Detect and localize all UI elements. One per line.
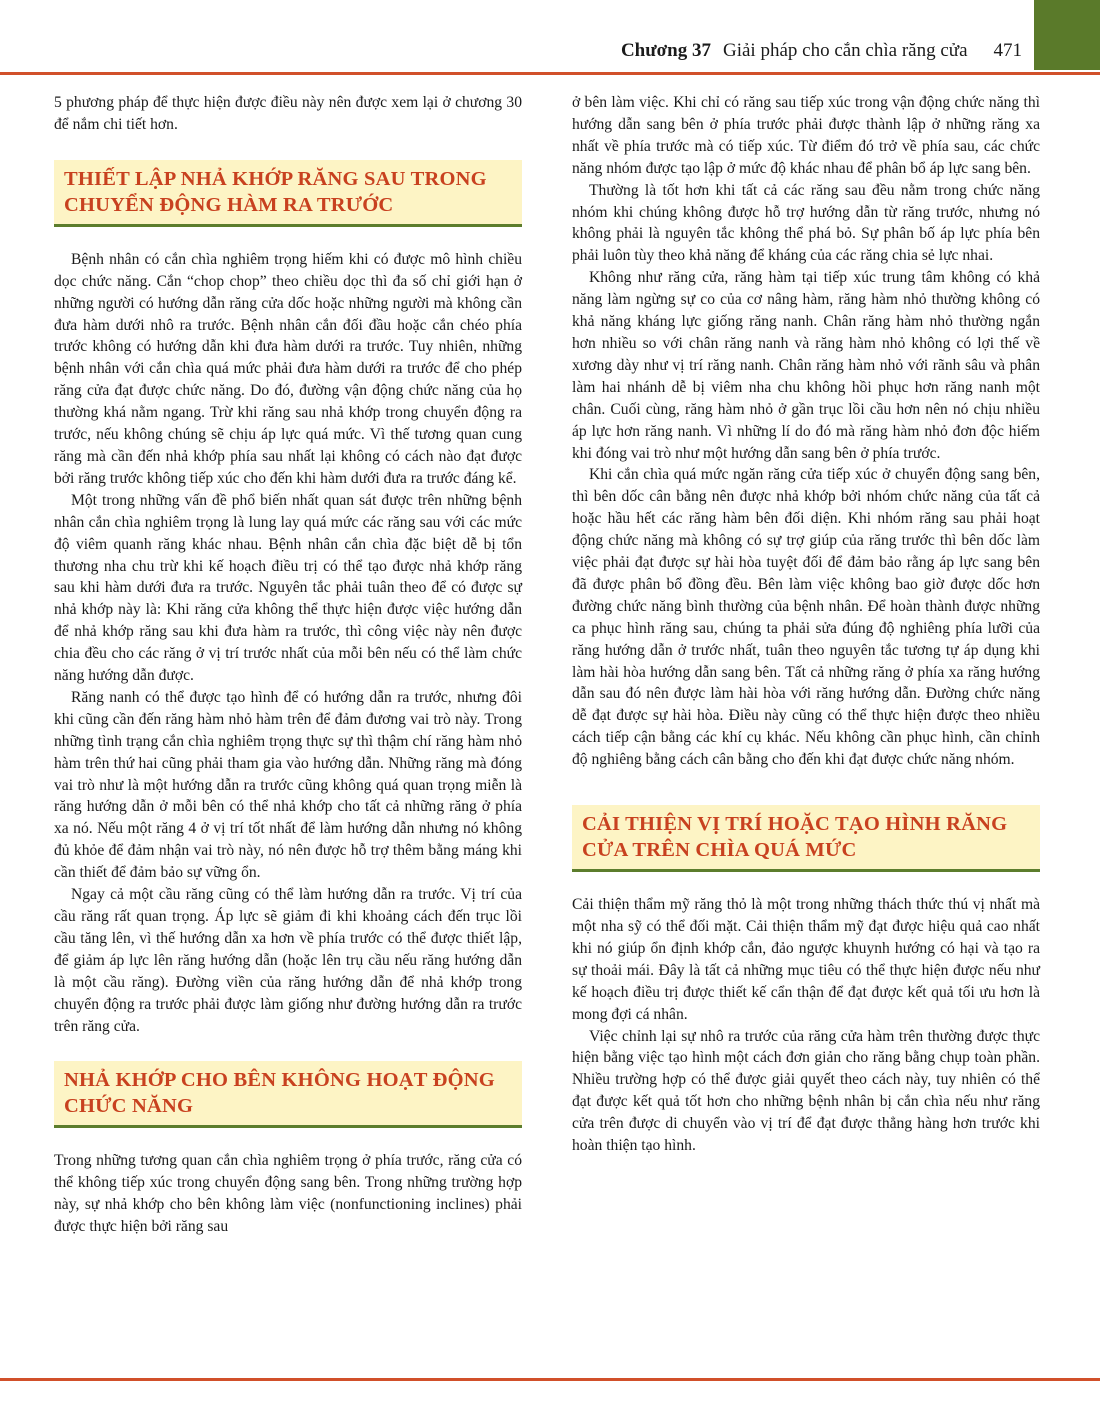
section-heading-posterior-disclusion: THIẾT LẬP NHẢ KHỚP RĂNG SAU TRONG CHUYỂN ĐỘNG HÀM RA TRƯỚC (54, 160, 522, 227)
body-paragraph: Thường là tốt hơn khi tất cả các răng sau đều nằm trong chức năng nhóm khi chúng không được hỗ trợ hướng dẫn từ răng trước, nhưng nó không phải là nguyên tắc không thể phá bỏ. Sự phân bố áp lực phía bên phải luôn tùy theo khả năng để kháng của các răng chia sẻ lực nhai. (572, 181, 1040, 265)
body-paragraph: Răng nanh có thể được tạo hình để có hướng dẫn ra trước, nhưng đôi khi cũng cần đến răng hàm nhỏ hàm trên để đảm đương vai trò này. Trong những tình trạng cắn chìa nghiêm trọng thực sự thì thậm chí răng hàm nhỏ hàm trên thứ hai cũng phải tham gia vào hướng dẫn. Những răng mà đóng vai trò như là một hướng dẫn ra trước cũng không quá quan trọng miễn là răng hướng dẫn ở mỗi bên có thể nhả khớp cho tất cả những răng ở phía xa nó. Nếu một răng 4 ở vị trí tốt nhất để làm hướng dẫn nhưng nó không đủ khỏe để đảm nhận vai trò này, nó nên được hỗ trợ thêm bằng máng khi cần thiết để đảm bảo sự vững ổn. (54, 688, 522, 882)
footer-rule (0, 1378, 1100, 1381)
chapter-color-tab (1034, 0, 1100, 70)
body-paragraph: Cải thiện thẩm mỹ răng thỏ là một trong những thách thức thú vị nhất mà một nha sỹ có thể đối mặt. Cải thiện thẩm mỹ đạt được hiệu quả cao nhất khi nó giúp ổn định khớp cắn, đảo ngược khuynh hướng có hại và tạo ra sự thoải mái. Đây là tất cả những mục tiêu có thể thực hiện được nếu như kế hoạch điều trị được thiết kế cẩn thận để đạt được kết quả tối ưu hơn là mong đợi cá nhân. (572, 896, 1040, 1023)
page-number: 471 (993, 40, 1022, 61)
body-paragraph: Khi cắn chìa quá mức ngăn răng cửa tiếp xúc ở chuyển động sang bên, thì bên dốc cân bằng nên được nhả khớp bởi nhóm chức năng của tất cả hoặc hầu hết các răng hàm bên đối diện. Khi nhóm răng sau phải hoạt động chức năng mà không có sự trợ giúp của răng trước thì bên dốc làm việc phải đạt được sự hài hòa tuyệt đối để đảm bảo rằng áp lực sang bên đã được phân bổ đồng đều. Bên làm việc không bao giờ được dốc hơn đường chức năng bình thường của bệnh nhân. Để hoàn thành được những ca phục hình răng sau, chúng ta phải sửa đúng độ nghiêng phía lưỡi của răng hướng dẫn ở trước nhất, tuân theo nguyên tắc tương tự áp dụng khi làm hài hòa hướng dẫn sang bên. Tất cả những răng ở phía xa răng hướng dẫn sau đó nên được làm hài hòa với răng hướng dẫn. Đường chức năng dễ đạt được sự hài hòa. Điều này cũng có thể thực hiện được theo nhiều cách tiếp cận bằng các khí cụ khác. Nếu không cần phục hình, cần chỉnh độ nghiêng bằng cách cân bằng cho đến khi đạt được chức năng nhóm. (572, 466, 1040, 769)
body-paragraph: Một trong những vấn đề phổ biến nhất quan sát được trên những bệnh nhân cắn chìa nghiêm trọng là lung lay quá mức các răng sau với các mức độ viêm quanh răng khác nhau. Bệnh nhân cắn chìa đặc biệt dễ bị tổn thương nha chu trừ khi kế hoạch điều trị có thể tạo được nhả khớp răng sau khi hàm dưới đưa ra trước. Nguyên tắc phải tuân theo để có được sự nhả khớp này là: Khi răng cửa không thể thực hiện được việc hướng dẫn để nhả khớp răng sau khi đưa hàm ra trước, thì công việc này nên được chia đều cho các răng ở vị trí trước nhất của mỗi bên nếu có thể làm chức năng hướng dẫn được. (54, 491, 522, 685)
intro-paragraph: 5 phương pháp để thực hiện được điều này nên được xem lại ở chương 30 để nắm chi tiết hơn. (54, 94, 522, 133)
running-header (0, 0, 1034, 70)
section-heading-incisor-reshaping: CẢI THIỆN VỊ TRÍ HOẶC TẠO HÌNH RĂNG CỬA TRÊN CHÌA QUÁ MỨC (572, 805, 1040, 872)
body-paragraph: Bệnh nhân có cắn chìa nghiêm trọng hiếm khi có được mô hình chiều dọc chức năng. Cắn “chop chop” theo chiều dọc thì đa số chỉ giới hạn ở những người có hướng dẫn răng cửa dốc hoặc những người mà không cần đưa hàm dưới nhô ra trước. Bệnh nhân cắn đối đầu hoặc cắn chéo phía trước không có hướng dẫn khi đưa hàm dưới ra trước. Tuy nhiên, những bệnh nhân với cắn chìa quá mức phải đưa hàm dưới ra trước để cho phép răng cửa đạt được chức năng. Do đó, đường vận động chức năng của họ thường khá nằm ngang. Trừ khi răng sau nhả khớp trong chuyển động ra trước, nếu không chúng sẽ chịu áp lực quá mức. Vì thế tương quan cung răng mà cần đến nhả khớp phía sau nhất lại không có cách nào đạt được bởi răng trước không tiếp xúc cho đến khi hàm dưới đưa ra trước đáng kể. (54, 250, 522, 487)
body-paragraph: ở bên làm việc. Khi chỉ có răng sau tiếp xúc trong vận động chức năng thì hướng dẫn sang bên ở phía trước phải được thành lập ở những răng xa nhất về phía trước mà có tiếp xúc. Từ điểm đó trở về phía sau, các chức năng nhóm được tạo lập ở mức độ khác nhau để phân bổ áp lực sang bên. (572, 94, 1040, 177)
header-rule (0, 72, 1100, 75)
chapter-title: Giải pháp cho cắn chìa răng cửa (722, 40, 968, 61)
section-heading-nonworking-side: NHẢ KHỚP CHO BÊN KHÔNG HOẠT ĐỘNG CHỨC NĂNG (54, 1061, 522, 1128)
body-paragraph: Ngay cả một cầu răng cũng có thể làm hướng dẫn ra trước. Vị trí của cầu răng rất quan trọng. Áp lực sẽ giảm đi khi khoảng cách đến trục lồi cầu tăng lên, vì thế hướng dẫn xa hơn về phía trước có thể được thiết lập, để giảm áp lực lên răng hướng dẫn (hoặc lên trụ cầu nếu răng hướng dẫn là một cầu răng). Đường viền của răng hướng dẫn để nhả khớp trong chuyển động ra trước phải được làm giống như đường hướng dẫn ra trước trên răng cửa. (54, 886, 522, 1035)
right-column (572, 92, 1040, 1157)
body-paragraph: Trong những tương quan cắn chìa nghiêm trọng ở phía trước, răng cửa có thể không tiếp xúc trong chuyển động sang bên. Trong những trường hợp này, sự nhả khớp cho bên không làm việc (nonfunctioning inclines) phải được thực hiện bởi răng sau (54, 1152, 522, 1236)
left-column (54, 92, 522, 1238)
body-paragraph: Không như răng cửa, răng hàm tại tiếp xúc trung tâm không có khả năng làm ngừng sự co của cơ nâng hàm, răng hàm nhỏ thường không có khả năng kháng lực giống răng nanh. Chân răng hàm nhỏ thường ngắn hơn nhiều so với chân răng nanh và răng hàm nhỏ không có lợi thế về xương dày như vị trí răng nanh. Chân răng hàm nhỏ với rãnh sâu và phân làm hai nhánh dễ bị viêm nha chu không hồi phục hơn răng nanh một chân. Cuối cùng, răng hàm nhỏ ở gần trục lồi cầu hơn nên nó chịu nhiều áp lực hơn răng nanh. Vì những lí do đó mà răng hàm nhỏ đơn độc hiếm khi đóng vai trò như một hướng dẫn sang bên ở phía trước. (572, 269, 1040, 462)
body-paragraph: Việc chỉnh lại sự nhô ra trước của răng cửa hàm trên thường được thực hiện bằng việc tạo hình một cách đơn giản cho răng bằng chụp toàn phần. Nhiều trường hợp có thể được giải quyết theo cách này, tuy nhiên có thể đạt được kết quả tốt hơn cho những bệnh nhân bị cắn chìa nếu như răng cửa trên được di chuyển vào vị trí để đạt được thẳng hàng hơn trước khi hoàn thiện tạo hình. (572, 1027, 1040, 1155)
chapter-label: Chương 37 (620, 40, 711, 61)
